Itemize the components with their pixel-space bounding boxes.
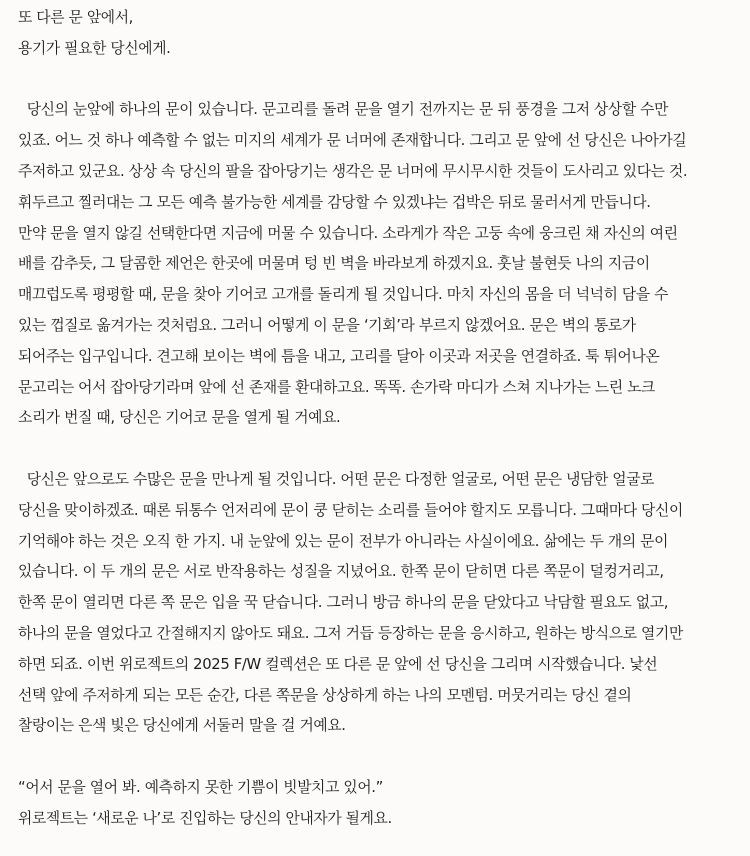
paragraph-line: 주저하고 있군요. 상상 속 당신의 팔을 잡아당기는 생각은 문 너머에 무시무시한 것들이 도사리고 있다는 것. [18,162,688,180]
paragraph-gap [18,434,742,465]
greeting-line: 또 다른 문 앞에서, [18,9,134,26]
greeting-line: 용기가 필요한 당신에게. [18,39,171,57]
closing-quote: “어서 문을 열어 봐. 예측하지 못한 기쁨이 빗발치고 있어.” [18,778,383,796]
paragraph-line: 당신의 눈앞에 하나의 문이 있습니다. 문고리를 돌려 문을 열기 전까지는 문 뒤 풍경을 그저 상상할 수만 [18,101,669,119]
paragraph-line: 기억해야 하는 것은 오직 한 가지. 내 눈앞에 있는 문이 전부가 아니라는 사실이에요. 삶에는 두 개의 문이 [18,532,669,550]
paragraph-gap [18,742,742,773]
greeting-block [18,3,742,65]
paragraph-line: 하면 되죠. 이번 위로젝트의 2025 F/W 컬렉션은 또 다른 문 앞에 선 당신을 그리며 시작했습니다. 낯선 [18,655,658,673]
paragraph-line: 찰랑이는 은색 빛은 당신에게 서둘러 말을 걸 거예요. [18,717,346,735]
paragraph-line: 휘두르고 찔러대는 그 모든 예측 불가능한 세계를 감당할 수 있겠냐는 겁박은 뒤로 물러서게 만듭니다. [18,193,651,211]
paragraph-line: 당신을 맞이하겠죠. 때론 뒤통수 언저리에 문이 쿵 닫히는 소리를 들어야 할지도 모릅니다. 그때마다 당신이 [18,501,683,519]
paragraph-1 [18,95,742,434]
paragraph-line: 선택 앞에 주저하게 되는 모든 순간, 다른 쪽문을 상상하게 하는 나의 모멘텀. 머뭇거리는 당신 곁의 [18,686,632,704]
paragraph-line: 한쪽 문이 열리면 다른 쪽 문은 입을 꾹 닫습니다. 그러니 방금 하나의 문을 닫았다고 낙담할 필요도 없고, [18,594,669,612]
closing-signoff: 위로젝트는 ‘새로운 나’로 진입하는 당신의 안내자가 될게요. [18,809,392,827]
paragraph-line: 되어주는 입구입니다. 견고해 보이는 벽에 틈을 내고, 고리를 달아 이곳과 저곳을 연결하죠. 툭 튀어나온 [18,347,660,365]
paragraph-line: 소리가 번질 때, 당신은 기어코 문을 열게 될 거예요. [18,409,341,427]
paragraph-line: 배를 감추듯, 그 달콤한 제언은 한곳에 머물며 텅 빈 벽을 바라보게 하겠지요. 훗날 불현듯 나의 지금이 [18,255,650,273]
paragraph-2 [18,465,742,742]
closing-block [18,773,742,835]
paragraph-line: 있죠. 어느 것 하나 예측할 수 없는 미지의 세계가 문 너머에 존재합니다. 그리고 문 앞에 선 당신은 나아가길 [18,132,687,150]
paragraph-line: 문고리는 어서 잡아당기라며 앞에 선 존재를 환대하고요. 똑똑. 손가락 마디가 스쳐 지나가는 느린 노크 [18,378,656,396]
paragraph-line: 있는 껍질로 옮겨가는 것처럼요. 그러니 어떻게 이 문을 ‘기회’라 부르지 않겠어요. 문은 벽의 통로가 [18,316,636,334]
paragraph-line: 만약 문을 열지 않길 선택한다면 지금에 머물 수 있습니다. 소라게가 작은 고둥 속에 웅크린 채 자신의 여린 [18,224,678,242]
paragraph-line: 당신은 앞으로도 수많은 문을 만나게 될 것입니다. 어떤 문은 다정한 얼굴로, 어떤 문은 냉담한 얼굴로 [18,470,655,488]
paragraph-gap [18,65,742,96]
paragraph-line: 매끄럽도록 평평할 때, 문을 찾아 기어코 고개를 돌리게 될 것입니다. 마치 자신의 몸을 더 넉넉히 담을 수 [18,286,669,304]
paragraph-line: 있습니다. 이 두 개의 문은 서로 반작용하는 성질을 지녔어요. 한쪽 문이 닫히면 다른 쪽문이 덜컹거리고, [18,563,664,581]
paragraph-line: 하나의 문을 열었다고 간절해지지 않아도 돼요. 그저 거듭 등장하는 문을 응시하고, 원하는 방식으로 열기만 [18,624,683,642]
